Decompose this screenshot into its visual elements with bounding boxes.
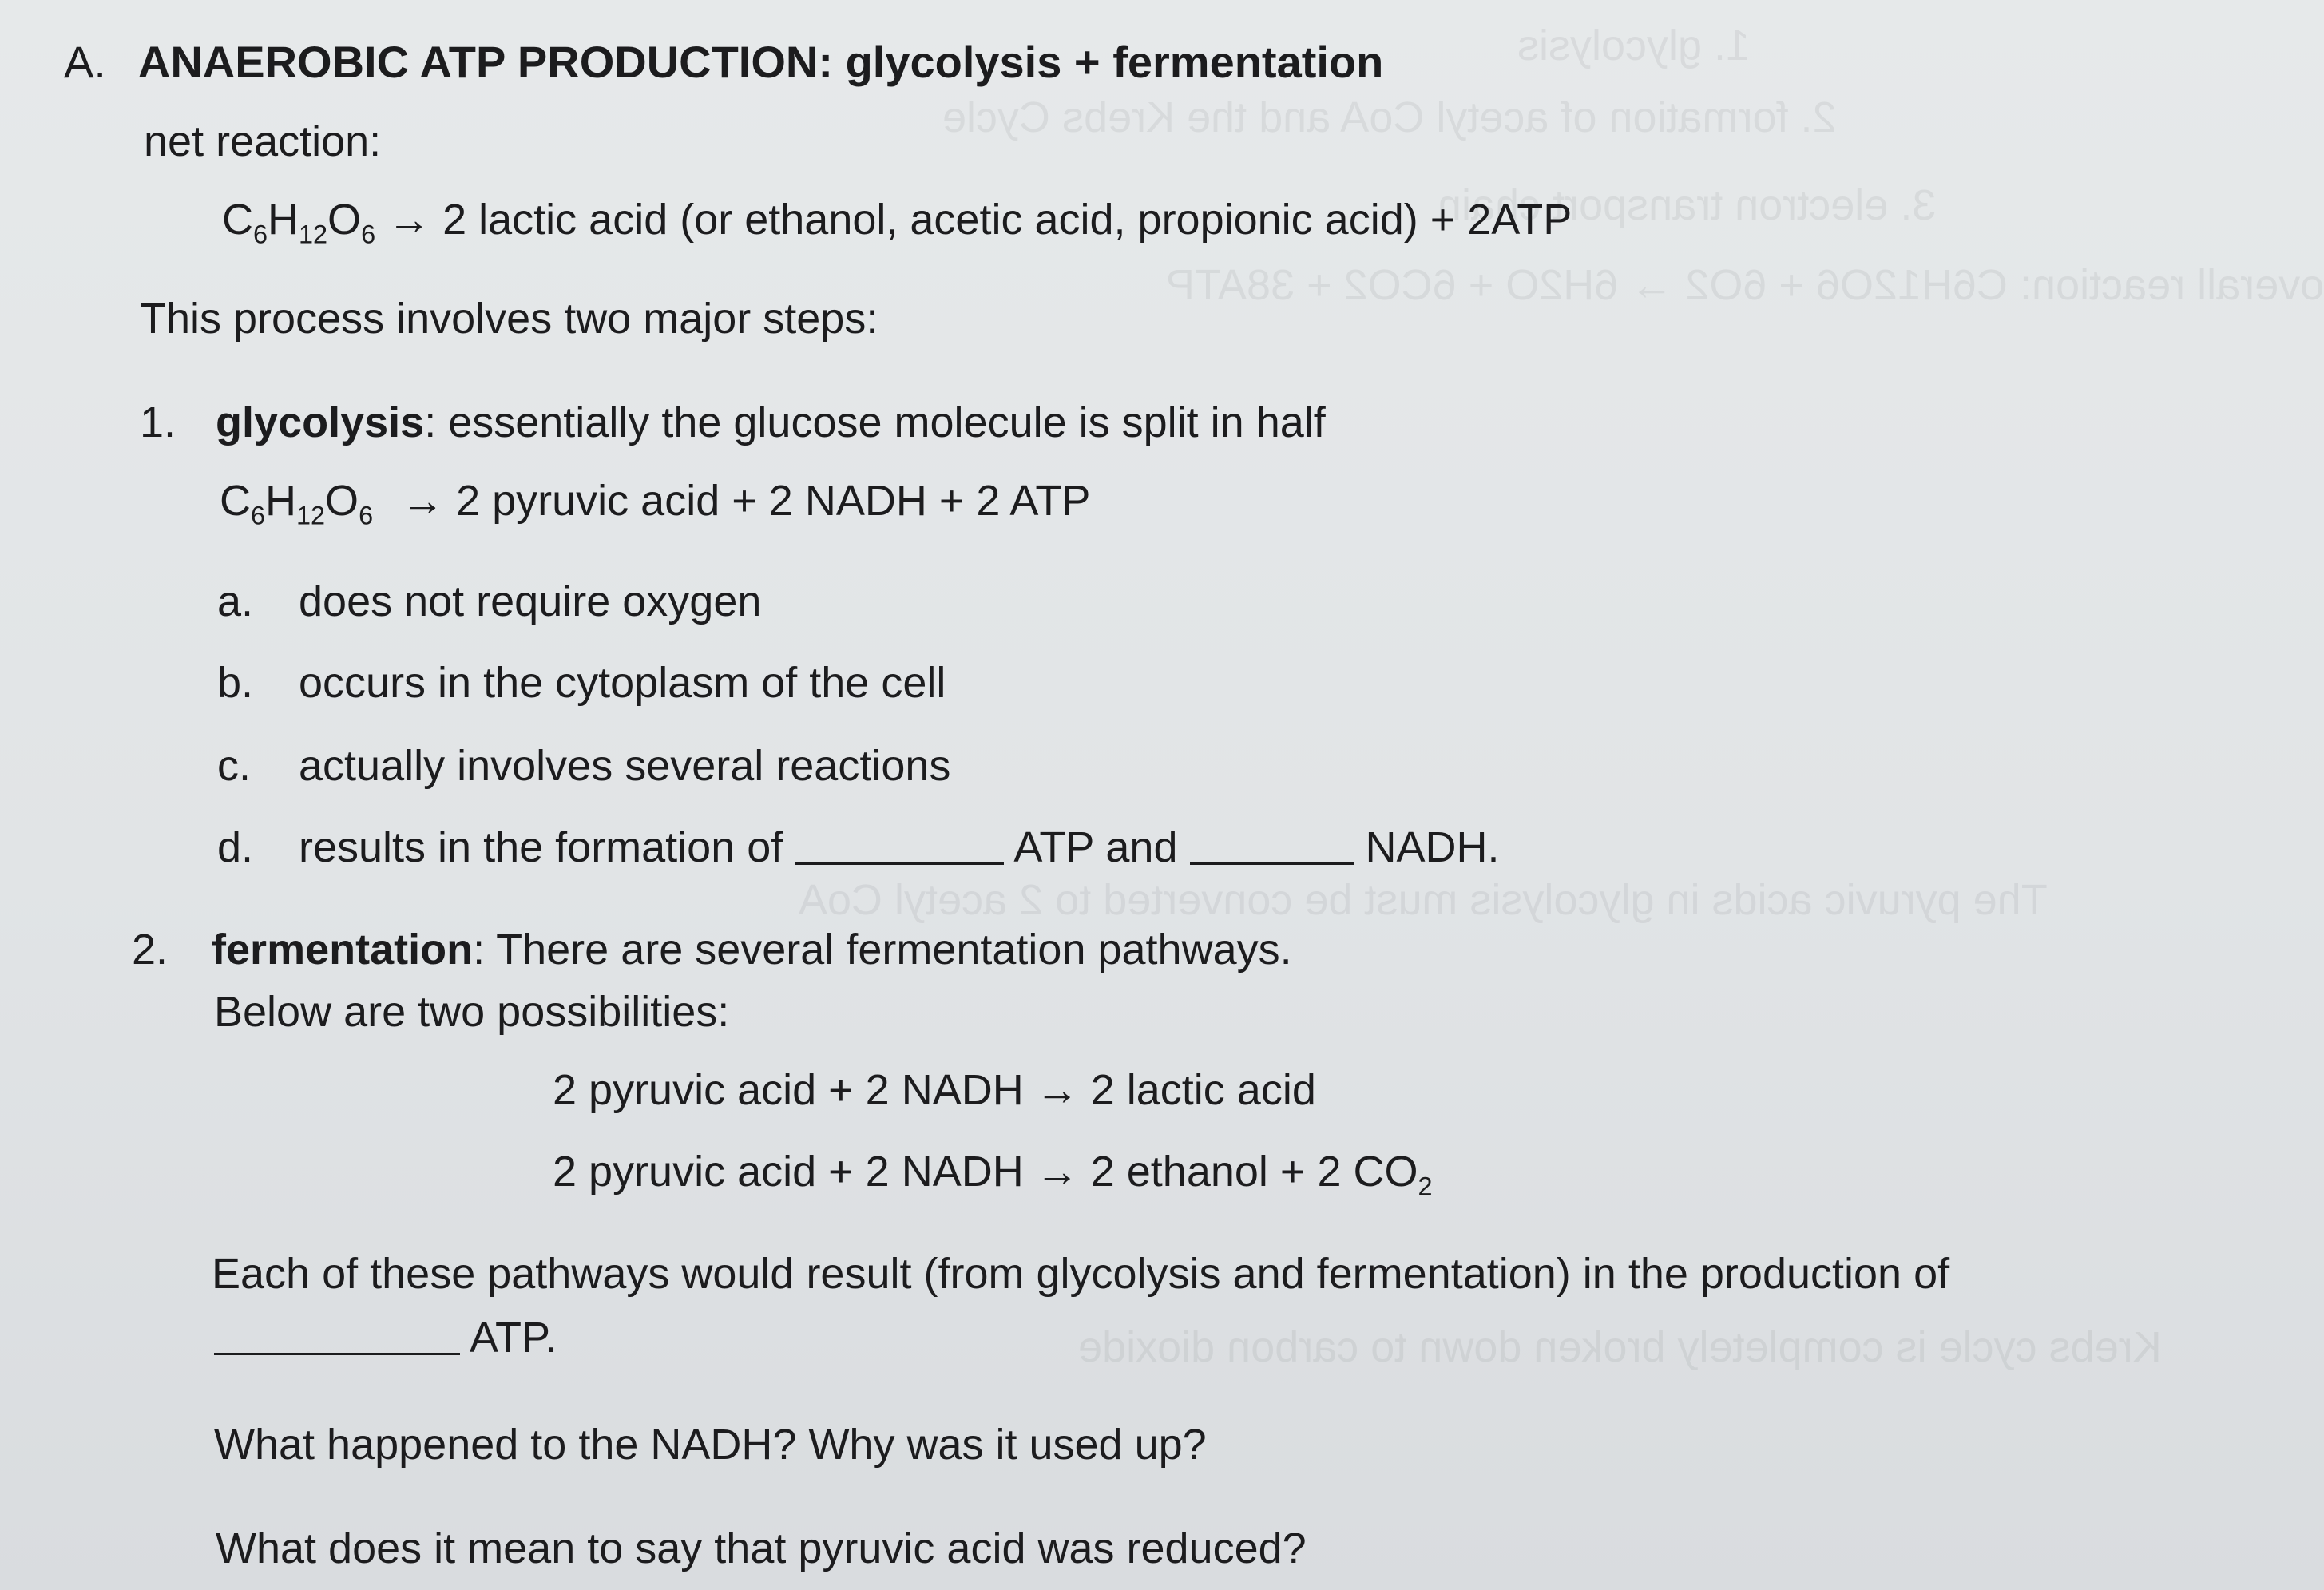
net-reaction-label: net reaction: <box>144 117 382 165</box>
formula-o-sub: 6 <box>359 501 374 530</box>
list-text: NADH. <box>1365 823 1500 871</box>
bleed-through-text: 2. formation of acetyl CoA and the Krebs Cycle <box>942 93 1837 141</box>
net-reaction-products: → 2 lactic acid (or ethanol, acetic acid, propionic acid) + 2ATP <box>387 196 1572 244</box>
list-marker: d. <box>217 823 254 871</box>
list-item <box>217 742 951 790</box>
list-item <box>217 577 762 625</box>
pathways-answer-line <box>214 1314 557 1362</box>
list-item <box>217 659 946 707</box>
formula-h: H <box>268 196 299 244</box>
step1-number: 1. <box>140 398 176 446</box>
step1-term: glycolysis <box>216 398 425 446</box>
step2-subheading: Below are two possibilities: <box>214 988 730 1036</box>
bleed-through-text: 3. electron transport chain <box>1438 181 1937 229</box>
formula-h-sub: 12 <box>296 501 326 530</box>
formula-o-sub: 6 <box>361 220 376 249</box>
bleed-through-text: Krebs cycle is completely broken down to carbon dioxide <box>1078 1323 2162 1371</box>
total-atp-answer-blank[interactable] <box>214 1316 460 1355</box>
step2-term: fermentation <box>212 926 474 973</box>
bleed-through-text: 1. glycolysis <box>1517 22 1751 69</box>
list-text: does not require oxygen <box>299 577 762 625</box>
list-text: occurs in the cytoplasm of the cell <box>299 659 946 707</box>
list-text: results in the formation of <box>299 823 783 871</box>
step2-number: 2. <box>132 926 169 973</box>
step2-heading <box>132 928 1292 971</box>
list-marker: b. <box>217 659 254 707</box>
step2-definition: : There are several fermentation pathways. <box>473 926 1292 973</box>
section-title-rest: glycolysis + fermentation <box>845 37 1384 87</box>
pathways-question: Each of these pathways would result (from glycolysis and fermentation) in the production of <box>212 1250 1950 1298</box>
nadh-answer-blank[interactable] <box>1190 826 1354 865</box>
formula-h: H <box>265 477 297 525</box>
nadh-question: What happened to the NADH? Why was it used up? <box>214 1421 1207 1469</box>
list-text: ATP and <box>1013 823 1178 871</box>
formula-o: O <box>327 196 362 244</box>
list-text: actually involves several reactions <box>299 742 951 790</box>
step1-heading <box>140 398 1326 446</box>
list-item <box>217 823 1500 871</box>
bleed-through-text: The pyruvic acids in glycolysis must be converted to 2 acetyl CoA <box>799 876 2048 924</box>
section-letter: A. <box>64 37 106 87</box>
co2-subscript: 2 <box>1418 1172 1433 1201</box>
formula-h-sub: 12 <box>299 220 328 249</box>
formula-c: C <box>222 196 253 244</box>
step1-definition: : essentially the glucose molecule is split in half <box>424 398 1326 446</box>
formula-o: O <box>325 477 359 525</box>
formula-c: C <box>220 477 251 525</box>
section-title-bold: ANAEROBIC ATP PRODUCTION: <box>137 37 833 87</box>
lactic-fermentation-equation: 2 pyruvic acid + 2 NADH → 2 lactic acid <box>553 1066 1316 1114</box>
section-heading <box>64 37 1384 87</box>
glycolysis-equation <box>220 477 1091 530</box>
alcohol-equation-text: 2 pyruvic acid + 2 NADH → 2 ethanol + 2 CO <box>553 1148 1418 1195</box>
bleed-through-text: overall reaction: C6H12O6 + 6O2 → 6H2O + 6CO2 + 38ATP <box>1166 261 2324 309</box>
intro-text: This process involves two major steps: <box>140 295 878 343</box>
net-reaction-equation <box>222 196 1572 249</box>
glycolysis-products: → 2 pyruvic acid + 2 NADH + 2 ATP <box>401 477 1091 525</box>
alcohol-fermentation-equation <box>553 1148 1433 1201</box>
formula-c-sub: 6 <box>253 220 268 249</box>
list-marker: c. <box>217 742 252 790</box>
list-marker: a. <box>217 577 254 625</box>
formula-c-sub: 6 <box>251 501 266 530</box>
pathways-question-end: ATP. <box>470 1314 557 1362</box>
atp-answer-blank[interactable] <box>795 826 1004 865</box>
reduction-question: What does it mean to say that pyruvic acid was reduced? <box>216 1525 1307 1572</box>
